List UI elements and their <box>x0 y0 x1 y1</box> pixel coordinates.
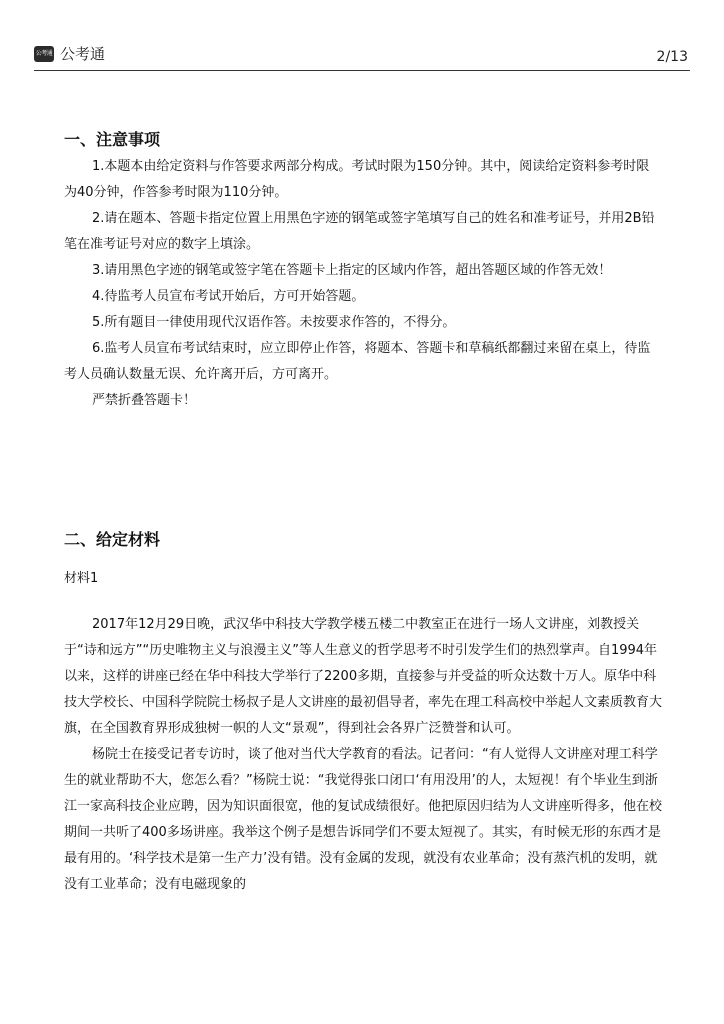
logo-icon: 公考通 <box>34 46 54 62</box>
note-item: 5.所有题目一律使用现代汉语作答。未按要求作答的，不得分。 <box>92 315 456 330</box>
section-title-materials: 二、给定材料 <box>64 530 161 549</box>
page-header <box>34 44 690 71</box>
page-number: 2/13 <box>656 49 688 65</box>
section-spacer <box>64 414 662 526</box>
document-body <box>64 126 662 898</box>
material-spacer <box>64 592 662 612</box>
note-item: 4.待监考人员宣布考试开始后，方可开始答题。 <box>92 289 365 304</box>
note-item: 3.请用黑色字迹的钢笔或签字笔在答题卡上指定的区域内作答，超出答题区域的作答无效！ <box>92 263 612 278</box>
note-warning: 严禁折叠答题卡！ <box>92 393 197 408</box>
logo-text: 公考通 <box>60 45 106 63</box>
note-item: 1.本题本由给定资料与作答要求两部分构成。考试时限为150分钟。其中，阅读给定资料参考时限为40分钟，作答参考时限为110分钟。 <box>64 159 650 200</box>
material-paragraph: 杨院士在接受记者专访时，谈了他对当代大学教育的看法。记者问：“有人觉得人文讲座对理工科学生的就业帮助不大，您怎么看？”杨院士说：“我觉得张口闭口‘有用没用’的人，太短视！有个毕业生到浙江一家高科技企业应聘，因为知识面很宽，他的复试成绩很好。他把原因归结为人文讲座听得多，他在校期间一共听了400多场讲座。我举这个例子是想告诉同学们不要太短视了。其实，有时候无形的东西才是最有用的。‘科学技术是第一生产力’没有错。没有金属的发现，就没有农业革命；没有蒸汽机的发明，就没有工业革命；没有电磁现象的 <box>64 747 663 892</box>
material-paragraph: 2017年12月29日晚，武汉华中科技大学教学楼五楼二中教室正在进行一场人文讲座，刘教授关于“诗和远方”“历史唯物主义与浪漫主义”等人生意义的哲学思考不时引发学生们的热烈掌声。自1994年以来，这样的讲座已经在华中科技大学举行了2200多期，直接参与并受益的听众达数十万人。原华中科技大学校长、中国科学院院士杨叔子是人文讲座的最初倡导者，率先在理工科高校中举起人文素质教育大旗，在全国教育界形成独树一帜的人文“景观”，得到社会各界广泛赞誉和认可。 <box>64 617 663 736</box>
note-item: 6.监考人员宣布考试结束时，应立即停止作答，将题本、答题卡和草稿纸都翻过来留在桌上，待监考人员确认数量无误、允许离开后，方可离开。 <box>64 341 651 382</box>
section-title-notes: 一、注意事项 <box>64 130 161 149</box>
note-item: 2.请在题本、答题卡指定位置上用黑色字迹的钢笔或签字笔填写自己的姓名和准考证号，并用2B铅笔在准考证号对应的数字上填涂。 <box>64 211 655 252</box>
material-label: 材料1 <box>64 571 99 586</box>
